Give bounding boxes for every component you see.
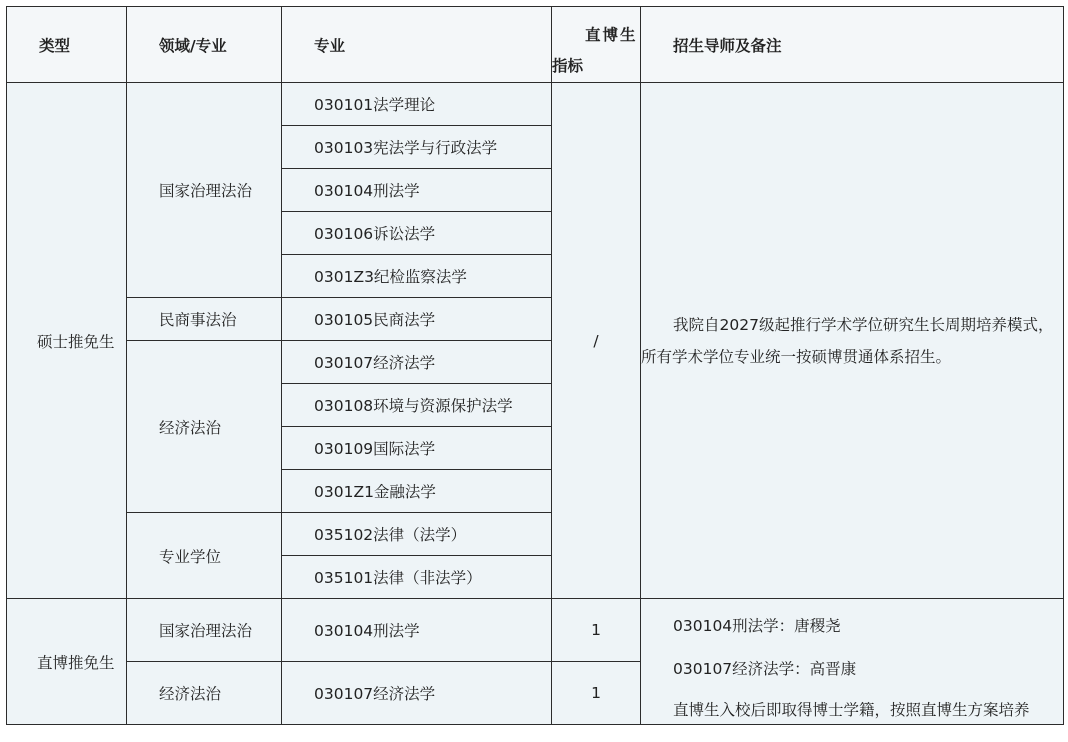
major-cell: 030107经济法学 bbox=[282, 662, 552, 725]
type-direct: 直博推免生 bbox=[7, 599, 127, 725]
major-cell: 035101法律（非法学） bbox=[282, 556, 552, 599]
major-cell: 030104刑法学 bbox=[282, 599, 552, 662]
header-field: 领域/专业 bbox=[127, 7, 282, 83]
admissions-table bbox=[6, 6, 1063, 738]
header-quota-line2: 指标 bbox=[552, 57, 584, 75]
note-direct-line: 030107经济法学：高晋康 bbox=[673, 660, 857, 678]
type-master: 硕士推免生 bbox=[7, 83, 127, 599]
field-cell: 国家治理法治 bbox=[127, 599, 282, 662]
field-cell: 经济法治 bbox=[127, 662, 282, 725]
header-type: 类型 bbox=[7, 7, 127, 83]
header-quota bbox=[552, 7, 641, 83]
quota-cell: 1 bbox=[552, 599, 641, 662]
field-cell: 专业学位 bbox=[127, 513, 282, 599]
note-direct bbox=[641, 599, 1064, 725]
field-cell: 经济法治 bbox=[127, 341, 282, 513]
quota-master: / bbox=[552, 83, 641, 599]
header-quota-line1: 直博生 bbox=[585, 26, 638, 44]
major-cell: 030108环境与资源保护法学 bbox=[282, 384, 552, 427]
field-cell: 民商事法治 bbox=[127, 298, 282, 341]
major-cell: 030107经济法学 bbox=[282, 341, 552, 384]
major-cell: 035102法律（法学） bbox=[282, 513, 552, 556]
note-master-text: 我院自2027级起推行学术学位研究生长周期培养模式，所有学术学位专业统一按硕博贯通体系招生。 bbox=[641, 315, 1054, 366]
header-notes: 招生导师及备注 bbox=[641, 7, 1064, 83]
note-direct-line: 030104刑法学：唐稷尧 bbox=[673, 617, 841, 635]
header-row bbox=[7, 7, 1064, 83]
header-major: 专业 bbox=[282, 7, 552, 83]
major-cell: 030106诉讼法学 bbox=[282, 212, 552, 255]
note-master bbox=[641, 83, 1064, 599]
table-row bbox=[7, 83, 1064, 126]
major-cell: 030104刑法学 bbox=[282, 169, 552, 212]
major-cell: 030105民商法学 bbox=[282, 298, 552, 341]
major-cell: 030101法学理论 bbox=[282, 83, 552, 126]
field-cell: 国家治理法治 bbox=[127, 83, 282, 298]
major-cell: 030103宪法学与行政法学 bbox=[282, 126, 552, 169]
note-direct-line: 直博生入校后即取得博士学籍，按照直博生方案培养 bbox=[673, 701, 1030, 719]
table-row bbox=[7, 599, 1064, 662]
major-cell: 0301Z3纪检监察法学 bbox=[282, 255, 552, 298]
quota-cell: 1 bbox=[552, 662, 641, 725]
major-cell: 0301Z1金融法学 bbox=[282, 470, 552, 513]
major-cell: 030109国际法学 bbox=[282, 427, 552, 470]
